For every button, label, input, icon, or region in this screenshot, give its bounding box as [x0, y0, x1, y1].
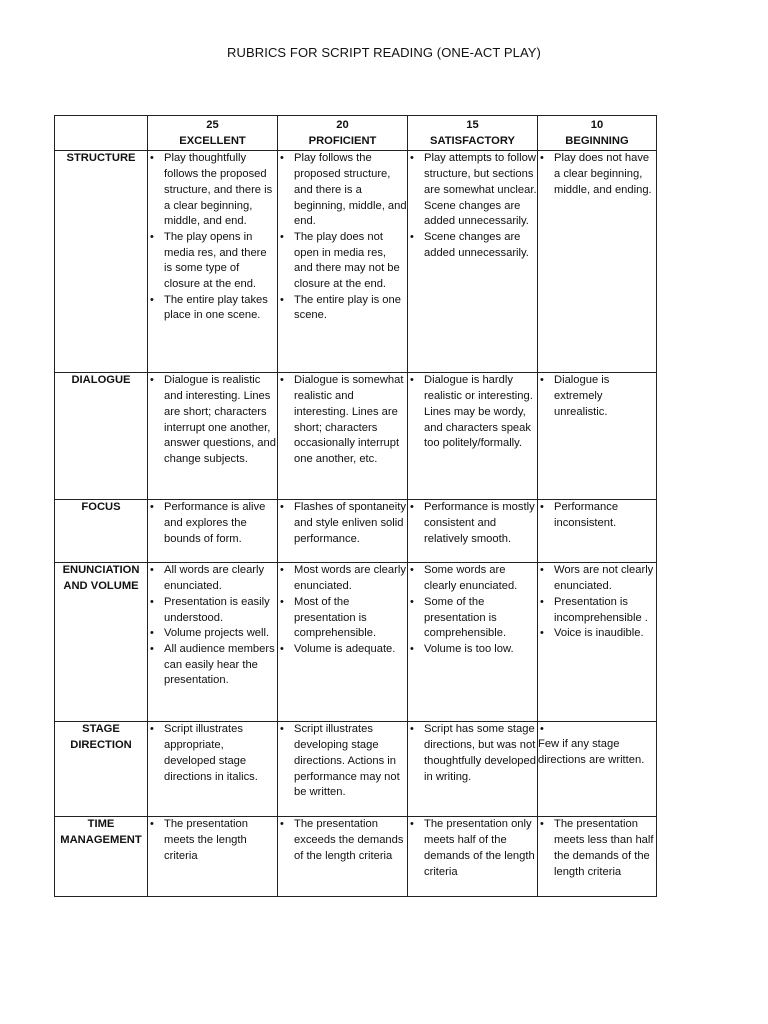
bullet-item: • Scene changes are added unnecessarily.	[408, 230, 537, 261]
bullet-item: • Play attempts to follow structure, but sections are somewhat unclear. Scene changes are added unnecessarily.	[408, 151, 537, 230]
rubric-row-structure	[55, 151, 657, 373]
bullet-item: • The entire play takes place in one scene.	[148, 293, 277, 324]
bullet-item	[538, 722, 656, 737]
bullet-item: • The presentation only meets half of the demands of the length criteria	[408, 817, 537, 880]
descriptor-cell	[278, 817, 408, 897]
rubric-row-dialogue	[55, 373, 657, 500]
score-label: 20	[336, 119, 349, 131]
descriptor-cell	[148, 373, 278, 500]
bullet-item: • Play thoughtfully follows the proposed structure, and there is a clear beginning, middle, and end.	[148, 151, 277, 230]
score-label: 10	[590, 119, 604, 131]
bullet-list	[538, 817, 656, 880]
bullet-item: • Presentation is incomprehensible .	[538, 595, 656, 626]
descriptor-cell	[538, 563, 657, 722]
bullet-item: • The entire play is one scene.	[278, 293, 407, 324]
bullet-list	[278, 373, 407, 467]
bullet-item: • All words are clearly enunciated.	[148, 563, 277, 594]
bullet-item: • Dialogue is realistic and interesting. Lines are short; characters interrupt one another, answer questions, and change subjects.	[148, 373, 277, 467]
bullet-item: • Most of the presentation is comprehensible.	[278, 595, 407, 642]
level-label: EXCELLENT	[179, 134, 246, 147]
descriptor-cell	[408, 500, 538, 563]
descriptor-cell	[408, 563, 538, 722]
descriptor-cell	[278, 722, 408, 817]
descriptor-cell	[408, 817, 538, 897]
score-label: 15	[466, 119, 479, 131]
bullet-item: • Performance is alive and explores the bounds of form.	[148, 500, 277, 547]
rubric-row-enunciation-and-volume	[55, 563, 657, 722]
header-row	[55, 116, 657, 151]
descriptor-cell	[148, 722, 278, 817]
rubric-table	[54, 115, 657, 897]
descriptor-cell	[148, 151, 278, 373]
bullet-item: • All audience members can easily hear the presentation.	[148, 642, 277, 689]
score-label: 25	[206, 119, 219, 131]
descriptor-cell	[408, 151, 538, 373]
bullet-list	[408, 563, 537, 657]
level-label: BEGINNING	[565, 134, 629, 147]
criterion-cell: DIALOGUE	[55, 373, 148, 500]
bullet-item: • Volume is too low.	[408, 642, 537, 658]
bullet-item: • Play does not have a clear beginning, middle, and ending.	[538, 151, 656, 198]
descriptor-cell	[148, 817, 278, 897]
bullet-item: • Dialogue is hardly realistic or interesting. Lines may be wordy, and characters speak too politely/formally.	[408, 373, 537, 452]
column-header-excellent	[148, 116, 278, 151]
bullet-item: • Script has some stage directions, but was not thoughtfully developed in writing.	[408, 722, 537, 785]
bullet-list	[408, 151, 537, 261]
bullet-item: • Script illustrates developing stage directions. Actions in performance may not be written.	[278, 722, 407, 801]
bullet-item: Few if any stage directions are written.	[538, 738, 645, 767]
bullet-item: • Some words are clearly enunciated.	[408, 563, 537, 594]
criterion-cell: FOCUS	[55, 500, 148, 563]
bullet-list	[148, 722, 277, 785]
bullet-list	[148, 563, 277, 689]
bullet-item: • The play does not open in media res, and there may not be closure at the end.	[278, 230, 407, 293]
descriptor-cell	[538, 817, 657, 897]
bullet-item: • Dialogue is somewhat realistic and interesting. Lines are short; characters occasionally interrupt one another, etc.	[278, 373, 407, 467]
bullet-item: • Performance inconsistent.	[538, 500, 656, 531]
bullet-item: • Voice is inaudible.	[538, 626, 656, 642]
bullet-list	[408, 373, 537, 452]
bullet-list	[408, 500, 537, 547]
descriptor-cell	[278, 500, 408, 563]
criterion-cell: ENUNCIATION AND VOLUME	[55, 563, 148, 722]
criterion-cell: TIME MANAGEMENT	[55, 817, 148, 897]
bullet-item: • The presentation meets less than half the demands of the length criteria	[538, 817, 656, 880]
criteria-header-cell	[55, 116, 148, 151]
bullet-list	[538, 722, 656, 768]
bullet-list	[278, 722, 407, 801]
bullet-item: • Presentation is easily understood.	[148, 595, 277, 626]
bullet-item: • The play opens in media res, and there is some type of closure at the end.	[148, 230, 277, 293]
bullet-item: • Performance is mostly consistent and relatively smooth.	[408, 500, 537, 547]
bullet-list	[148, 500, 277, 547]
bullet-item: • Flashes of spontaneity and style enliven solid performance.	[278, 500, 407, 547]
bullet-list	[408, 722, 537, 785]
bullet-list	[278, 151, 407, 324]
bullet-list	[148, 151, 277, 324]
descriptor-cell	[538, 373, 657, 500]
descriptor-cell	[538, 151, 657, 373]
descriptor-cell	[538, 500, 657, 563]
bullet-item: • Some of the presentation is comprehensible.	[408, 595, 537, 642]
bullet-list	[408, 817, 537, 880]
bullet-list	[278, 500, 407, 547]
bullet-item: • Wors are not clearly enunciated.	[538, 563, 656, 594]
descriptor-cell	[538, 722, 657, 817]
descriptor-cell	[408, 373, 538, 500]
bullet-item: • Most words are clearly enunciated.	[278, 563, 407, 594]
rubric-row-time-management	[55, 817, 657, 897]
criterion-cell: STRUCTURE	[55, 151, 148, 373]
column-header-proficient	[278, 116, 408, 151]
document-title: RUBRICS FOR SCRIPT READING (ONE-ACT PLAY)	[227, 45, 541, 60]
bullet-list	[538, 151, 656, 198]
bullet-item: • Volume is adequate.	[278, 642, 407, 658]
bullet-list	[148, 817, 277, 864]
rubric-row-focus	[55, 500, 657, 563]
bullet-item: • The presentation exceeds the demands of the length criteria	[278, 817, 407, 864]
descriptor-cell	[408, 722, 538, 817]
descriptor-cell	[148, 500, 278, 563]
descriptor-cell	[278, 373, 408, 500]
descriptor-cell	[278, 563, 408, 722]
level-label: SATISFACTORY	[430, 134, 515, 147]
bullet-item: • Dialogue is extremely unrealistic.	[538, 373, 656, 420]
bullet-list	[278, 817, 407, 864]
descriptor-cell	[148, 563, 278, 722]
rubric-body	[55, 151, 657, 897]
criterion-cell: STAGE DIRECTION	[55, 722, 148, 817]
bullet-list	[278, 563, 407, 657]
column-header-satisfactory	[408, 116, 538, 151]
bullet-list	[148, 373, 277, 467]
bullet-item: • Volume projects well.	[148, 626, 277, 642]
bullet-list	[538, 373, 656, 420]
bullet-list	[538, 500, 656, 531]
rubric-row-stage-direction	[55, 722, 657, 817]
descriptor-cell	[278, 151, 408, 373]
bullet-item: • Script illustrates appropriate, developed stage directions in italics.	[148, 722, 277, 785]
level-label: PROFICIENT	[308, 134, 377, 147]
column-header-beginning	[538, 116, 657, 151]
bullet-item: • The presentation meets the length criteria	[148, 817, 277, 864]
bullet-item: • Play follows the proposed structure, and there is a beginning, middle, and end.	[278, 151, 407, 230]
bullet-list	[538, 563, 656, 642]
